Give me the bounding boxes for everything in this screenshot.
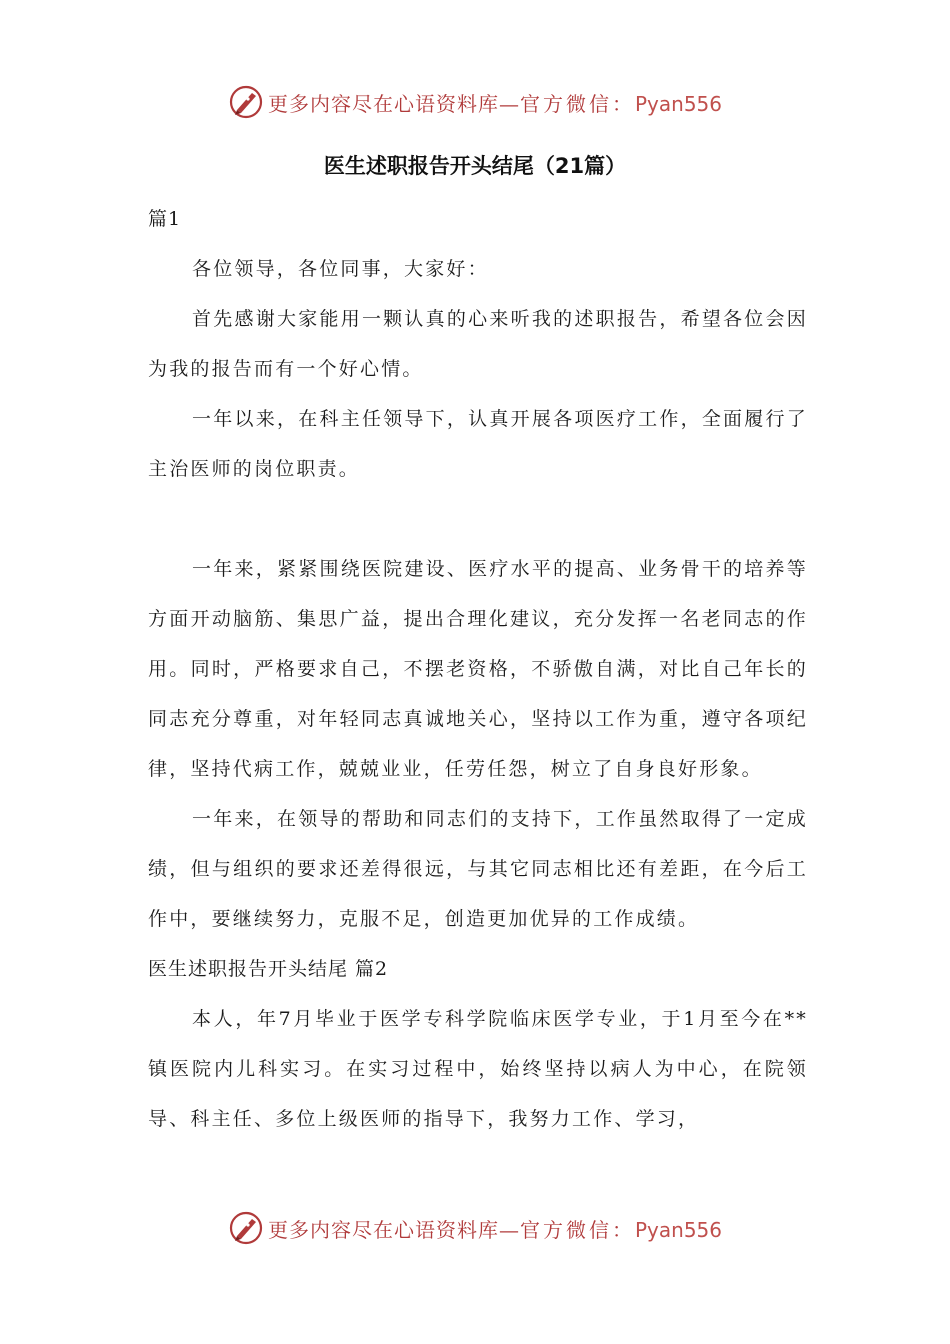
banner-account: Pyan556 <box>634 91 722 116</box>
banner-wechat-label: 官方微信： <box>519 91 635 116</box>
banner-prefix: 更多内容尽在心语资料库— <box>267 91 520 116</box>
document-title: 医生述职报告开头结尾（21篇） <box>323 154 627 178</box>
banner-text <box>268 1214 722 1243</box>
banner-text <box>268 88 722 117</box>
paragraph-work: 一年来，紧紧围绕医院建设、医疗水平的提高、业务骨干的培养等方面开动脑筋、集思广益，提出合理化建议，充分发挥一名老同志的作用。同时，严格要求自己，不摆老资格，不骄傲自满，对比自己年长的同志充分尊重，对年轻同志真诚地关心，坚持以工作为重，遵守各项纪律，坚持代病工作，兢兢业业，任劳任怨，树立了自身良好形象。 <box>148 558 808 780</box>
pen-logo-icon <box>228 84 264 120</box>
paragraph-greeting: 各位领导，各位同事，大家好： <box>192 258 489 280</box>
banner-account: Pyan556 <box>634 1217 722 1242</box>
document-body <box>148 194 808 1144</box>
paragraph-duties: 一年以来，在科主任领导下，认真开展各项医疗工作，全面履行了主治医师的岗位职责。 <box>148 408 808 480</box>
footer-watermark-banner <box>0 1208 950 1248</box>
blank-line <box>148 494 808 544</box>
header-watermark-banner <box>0 82 950 122</box>
banner-prefix: 更多内容尽在心语资料库— <box>267 1217 520 1242</box>
paragraph-summary: 一年来，在领导的帮助和同志们的支持下，工作虽然取得了一定成绩，但与组织的要求还差得很远，与其它同志相比还有差距，在今后工作中，要继续努力，克服不足，创造更加优异的工作成绩。 <box>148 808 808 930</box>
pen-logo-icon <box>228 1210 264 1246</box>
section-2-heading: 医生述职报告开头结尾 篇2 <box>148 958 389 980</box>
paragraph-thanks: 首先感谢大家能用一颗认真的心来听我的述职报告，希望各位会因为我的报告而有一个好心情。 <box>148 308 808 380</box>
paragraph-internship: 本人，年7月毕业于医学专科学院临床医学专业，于1月至今在**镇医院内儿科实习。在实习过程中，始终坚持以病人为中心，在院领导、科主任、多位上级医师的指导下，我努力工作、学习， <box>148 1008 808 1130</box>
banner-wechat-label: 官方微信： <box>519 1217 635 1242</box>
section-1-heading: 篇1 <box>148 208 182 230</box>
